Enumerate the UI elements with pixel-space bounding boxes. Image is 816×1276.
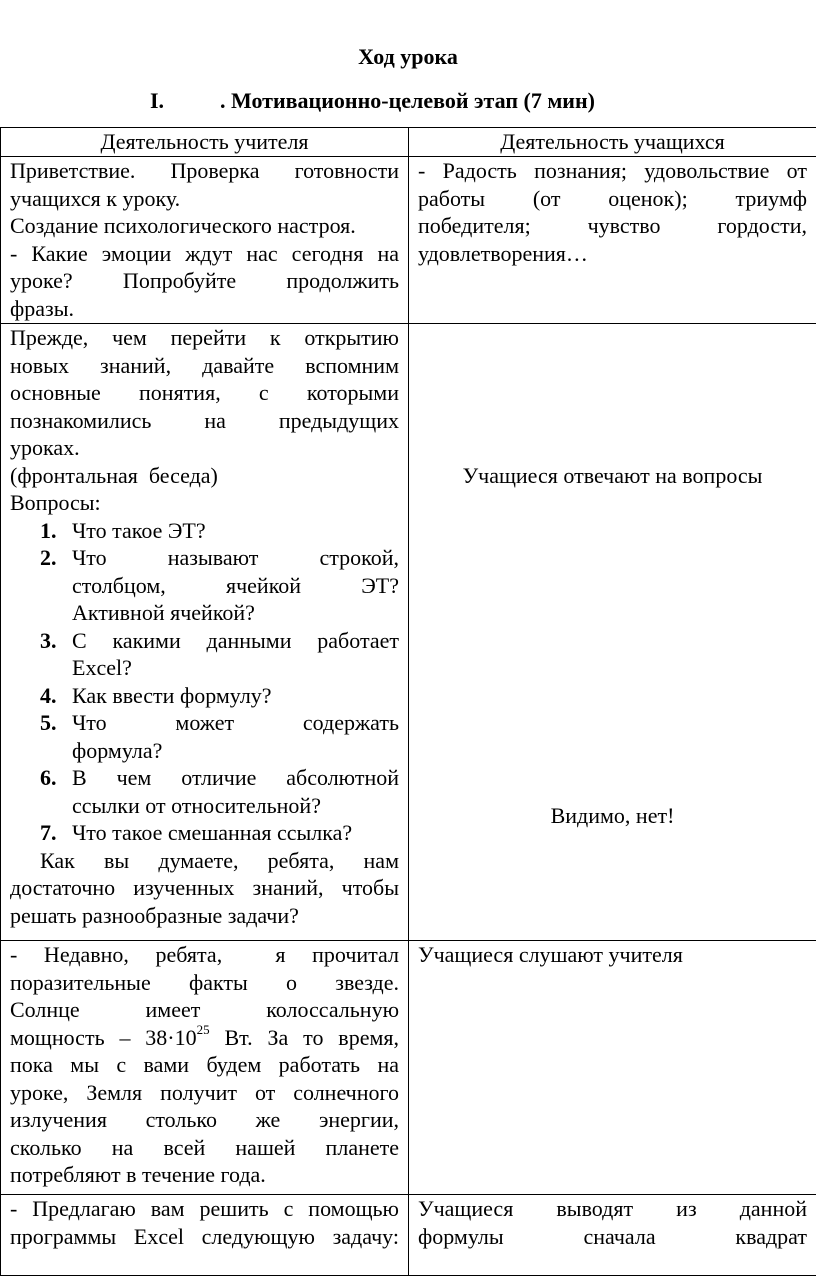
table-row [1, 941, 816, 1195]
lesson-table [0, 127, 816, 1276]
text-line: С какими данными работает [72, 627, 399, 655]
questions-label: Вопросы: [10, 489, 399, 517]
questions-list [10, 517, 399, 847]
teacher-cell [1, 324, 409, 941]
text-line: новых знаний, давайте вспомним [10, 352, 399, 380]
text-line: Как ввести формулу? [72, 682, 399, 710]
text-line: потребляют в течение года. [10, 1161, 399, 1189]
text-line: работы (от оценок); триумф [418, 185, 807, 213]
text-line: учащихся к уроку. [10, 185, 399, 213]
text-line: программы Excel следующую задачу: [10, 1223, 399, 1251]
table-row [1, 324, 816, 941]
text-line: Что такое ЭТ? [72, 517, 399, 545]
text-line: познакомились на предыдущих [10, 407, 399, 435]
text-line: формулы сначала квадрат [418, 1223, 807, 1251]
list-item [10, 517, 399, 545]
text-line: ссылки от относительной? [72, 792, 399, 820]
list-number: 7. [40, 819, 57, 847]
stage-heading [150, 88, 595, 114]
power-line [10, 1024, 399, 1052]
list-number: 2. [40, 544, 57, 572]
power-suffix: Вт. За то время, [210, 1025, 399, 1050]
students-cell [409, 157, 816, 324]
list-item [10, 627, 399, 682]
students-cell [409, 324, 816, 941]
list-number: 6. [40, 764, 57, 792]
text-line: поразительные факты о звезде. [10, 969, 399, 997]
table-header-row [1, 128, 816, 157]
text-line: Как вы думаете, ребята, нам [10, 847, 399, 875]
power-prefix: мощность – 38·10 [10, 1025, 197, 1050]
text-line: фразы. [10, 295, 399, 323]
text-line: - Какие эмоции ждут нас сегодня на [10, 240, 399, 268]
power-exponent: 25 [197, 1022, 210, 1037]
teacher-cell [1, 1195, 409, 1276]
column-header-students: Деятельность учащихся [409, 128, 816, 157]
text-line: уроке? Попробуйте продолжить [10, 267, 399, 295]
text-line: Прежде, чем перейти к открытию [10, 324, 399, 352]
text-line: формула? [72, 737, 399, 765]
teacher-cell [1, 157, 409, 324]
students-reply: Видимо, нет! [409, 802, 816, 830]
students-cell [409, 1195, 816, 1276]
text-line: Солнце имеет колоссальную [10, 996, 399, 1024]
text-line: сколько на всей нашей планете [10, 1134, 399, 1162]
list-number: 4. [40, 682, 57, 710]
text-line: Учащиеся слушают учителя [418, 941, 807, 969]
text-line: Что такое смешанная ссылка? [72, 819, 399, 847]
text-line: уроке, Земля получит от солнечного [10, 1079, 399, 1107]
text-line: решать разнообразные задачи? [10, 902, 399, 930]
text-line: Активной ячейкой? [72, 599, 399, 627]
table-row [1, 1195, 816, 1276]
text-line: Учащиеся выводят из данной [418, 1195, 807, 1223]
list-item [10, 764, 399, 819]
text-line: Приветствие. Проверка готовности [10, 157, 399, 185]
list-item [10, 682, 399, 710]
students-answer: Учащиеся отвечают на вопросы [409, 462, 816, 490]
page-title: Ход урока [0, 44, 816, 70]
text-line: достаточно изученных знаний, чтобы [10, 874, 399, 902]
list-number: 3. [40, 627, 57, 655]
list-item [10, 709, 399, 764]
column-header-teacher: Деятельность учителя [1, 128, 409, 157]
text-line: удовлетворения… [418, 240, 807, 268]
text-line: пока мы с вами будем работать на [10, 1051, 399, 1079]
list-number: 5. [40, 709, 57, 737]
text-line: - Предлагаю вам решить с помощью [10, 1195, 399, 1223]
text-line: основные понятия, с которыми [10, 379, 399, 407]
text-line: излучения столько же энергии, [10, 1106, 399, 1134]
list-item [10, 544, 399, 627]
text-line: В чем отличие абсолютной [72, 764, 399, 792]
stage-number: I. [150, 88, 220, 114]
text-line: Создание психологического настроя. [10, 212, 399, 240]
stage-title: . Мотивационно-целевой этап (7 мин) [220, 88, 595, 113]
teacher-cell [1, 941, 409, 1195]
conversation-mode: (фронтальная беседа) [10, 462, 399, 490]
text-line: - Недавно, ребята, я прочитал [10, 941, 399, 969]
text-line: уроках. [10, 434, 399, 462]
text-line: победителя; чувство гордости, [418, 212, 807, 240]
text-line: Что называют строкой, [72, 544, 399, 572]
list-number: 1. [40, 517, 57, 545]
text-line: Excel? [72, 654, 399, 682]
list-item [10, 819, 399, 847]
text-line: столбцом, ячейкой ЭТ? [72, 572, 399, 600]
text-line: - Радость познания; удовольствие от [418, 157, 807, 185]
text-line: Что может содержать [72, 709, 399, 737]
table-row [1, 157, 816, 324]
students-cell [409, 941, 816, 1195]
